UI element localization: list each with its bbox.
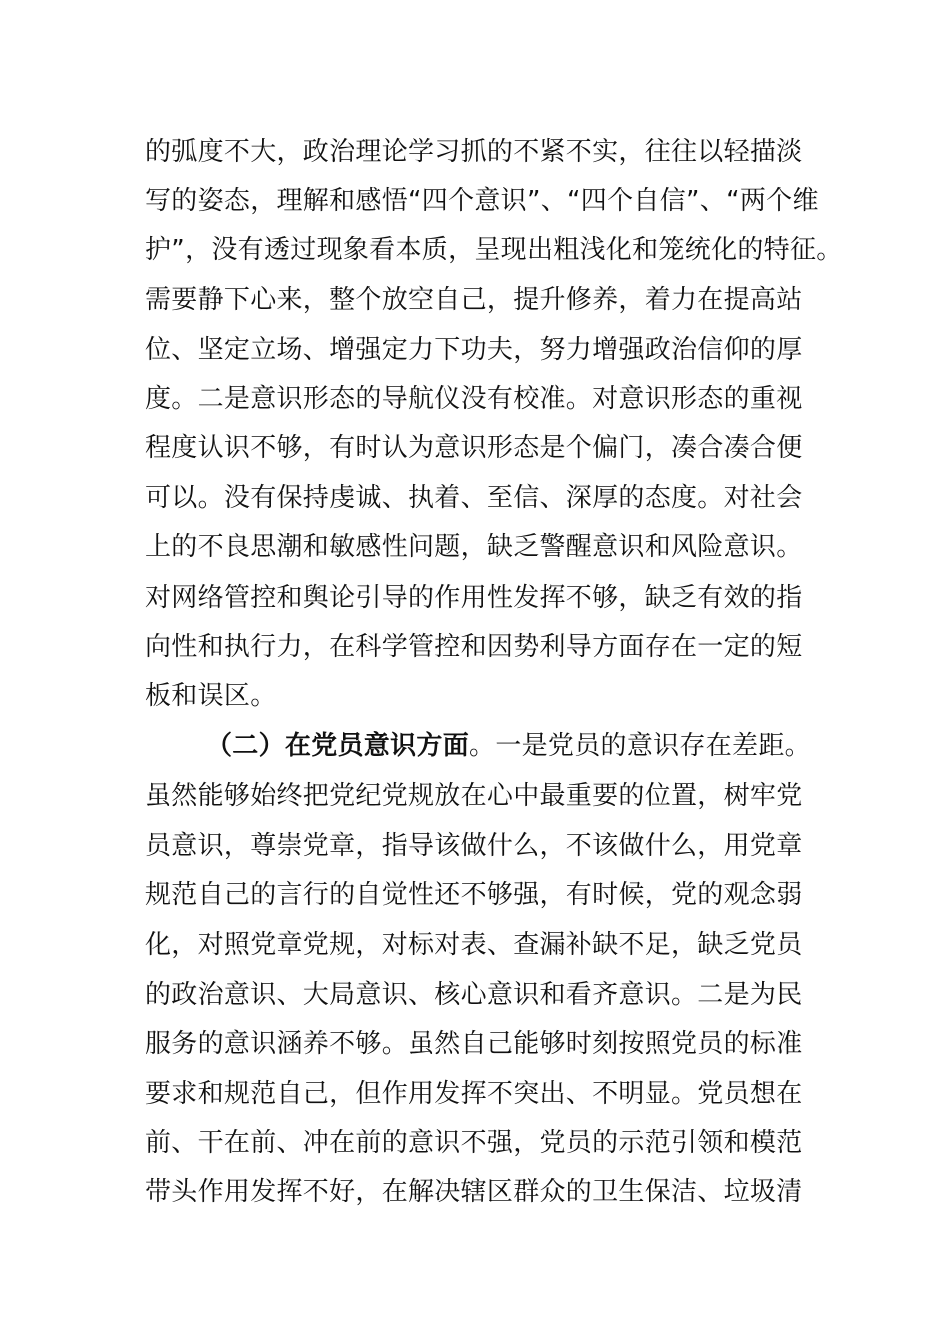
paragraph-line: 可以。没有保持虔诚、执着、至信、深厚的态度。对社会 [145,483,803,513]
paragraph-line: 向性和执行力，在科学管控和因势利导方面存在一定的短 [145,632,803,662]
paragraph-line: 写的姿态，理解和感悟“四个意识”、“四个自信”、“两个维 [145,186,819,216]
paragraph-line: 的弧度不大，政治理论学习抓的不紧不实，往往以轻描淡 [145,137,803,167]
paragraph-line: 规范自己的言行的自觉性还不够强，有时候，党的观念弱 [145,880,803,910]
paragraph-line: 员意识，尊崇党章，指导该做什么，不该做什么，用党章 [145,831,803,861]
paragraph-line: 护”，没有透过现象看本质，呈现出粗浅化和笼统化的特征。 [145,235,843,265]
paragraph-line: 程度认识不够，有时认为意识形态是个偏门，凑合凑合便 [145,433,803,463]
paragraph-line: 的政治意识、大局意识、核心意识和看齐意识。二是为民 [145,980,803,1010]
section-heading-rest: 。一是党员的意识存在差距。 [469,731,811,761]
paragraph-line: 虽然能够始终把党纪党规放在心中最重要的位置，树牢党 [145,781,803,811]
paragraph-line: 板和误区。 [145,681,277,711]
paragraph-line: 化，对照党章党规，对标对表、查漏补缺不足，缺乏党员 [145,930,803,960]
paragraph-line: 服务的意识涵养不够。虽然自己能够时刻按照党员的标准 [145,1029,803,1059]
paragraph-line: 对网络管控和舆论引导的作用性发挥不够，缺乏有效的指 [145,583,803,613]
paragraph-line: 位、坚定立场、增强定力下功夫，努力增强政治信仰的厚 [145,335,803,365]
paragraph-line: 需要静下心来，整个放空自己，提升修养，着力在提高站 [145,285,803,315]
paragraph-line: 前、干在前、冲在前的意识不强，党员的示范引领和模范 [145,1128,803,1158]
paragraph-line: 要求和规范自己，但作用发挥不突出、不明显。党员想在 [145,1079,803,1109]
paragraph-line: 带头作用发挥不好，在解决辖区群众的卫生保洁、垃圾清 [145,1177,803,1207]
section-heading: （二）在党员意识方面 [206,731,470,761]
section-heading-line [206,726,906,766]
paragraph-line: 上的不良思潮和敏感性问题，缺乏警醒意识和风险意识。 [145,532,803,562]
paragraph-line: 度。二是意识形态的导航仪没有校准。对意识形态的重视 [145,384,803,414]
